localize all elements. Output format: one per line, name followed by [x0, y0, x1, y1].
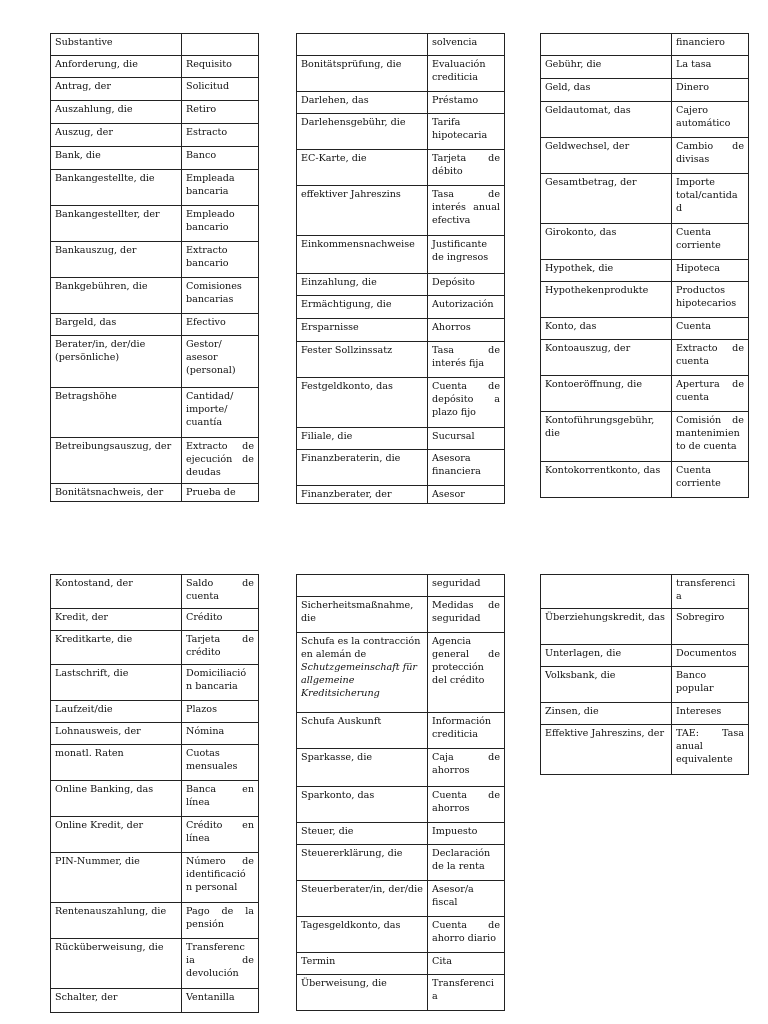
vocab-row	[297, 486, 505, 504]
german-term: Laufzeit/die	[51, 701, 182, 723]
vocab-row	[297, 236, 505, 274]
german-term: Geldwechsel, der	[541, 138, 672, 174]
vocab-row	[51, 631, 259, 665]
vocab-row	[51, 56, 259, 78]
german-term: effektiver Jahreszins	[297, 186, 428, 236]
spanish-translation: Ahorros	[428, 319, 505, 342]
vocab-row	[297, 953, 505, 975]
german-term: Geld, das	[541, 79, 672, 102]
spanish-translation: Extracto de ejecución de deudas	[182, 438, 259, 484]
spanish-translation: Caja de ahorros	[428, 749, 505, 787]
vocab-row	[51, 781, 259, 817]
spanish-translation: Sucursal	[428, 428, 505, 450]
vocab-row	[541, 667, 749, 703]
german-term: Bankauszug, der	[51, 242, 182, 278]
vocab-row	[297, 274, 505, 296]
spanish-translation: Cuotas mensuales	[182, 745, 259, 781]
spanish-translation: Cambio de divisas	[672, 138, 749, 174]
spanish-translation: Número de identificació n personal	[182, 853, 259, 903]
spanish-translation: Requisito	[182, 56, 259, 78]
spanish-translation: Asesor	[428, 486, 505, 504]
german-term: Bargeld, das	[51, 314, 182, 336]
spanish-translation: Cuenta de ahorro diario	[428, 917, 505, 953]
german-term: Kredit, der	[51, 609, 182, 631]
german-term: Schufa Auskunft	[297, 713, 428, 749]
spanish-translation: solvencia	[428, 34, 505, 56]
spanish-translation: La tasa	[672, 56, 749, 79]
spanish-translation: Comisión de mantenimien to de cuenta	[672, 412, 749, 462]
vocab-row	[51, 903, 259, 939]
vocab-row	[541, 102, 749, 138]
vocab-row	[541, 318, 749, 340]
vocab-row	[51, 278, 259, 314]
german-term: Hypothek, die	[541, 260, 672, 282]
spanish-translation: Banco	[182, 147, 259, 170]
spanish-translation: Comisiones bancarias	[182, 278, 259, 314]
german-term: Online Kredit, der	[51, 817, 182, 853]
vocab-row	[297, 114, 505, 150]
german-term: Darlehensgebühr, die	[297, 114, 428, 150]
vocab-row	[51, 242, 259, 278]
german-term: Volksbank, die	[541, 667, 672, 703]
vocab-row	[541, 34, 749, 56]
spanish-translation: Asesora financiera	[428, 450, 505, 486]
german-term: Kontostand, der	[51, 575, 182, 609]
german-term: Bankangestellte, die	[51, 170, 182, 206]
spanish-translation: Depósito	[428, 274, 505, 296]
vocab-row	[297, 823, 505, 845]
vocab-row	[541, 174, 749, 224]
spanish-translation: Domiciliació n bancaria	[182, 665, 259, 701]
german-term: Unterlagen, die	[541, 645, 672, 667]
vocab-row	[541, 79, 749, 102]
german-term: Finanzberaterin, die	[297, 450, 428, 486]
german-term: Konto, das	[541, 318, 672, 340]
german-term: EC-Karte, die	[297, 150, 428, 186]
spanish-translation: Hipoteca	[672, 260, 749, 282]
vocab-row	[51, 701, 259, 723]
spanish-translation: Información crediticia	[428, 713, 505, 749]
german-term	[541, 575, 672, 609]
vocab-row	[297, 150, 505, 186]
german-term: Gebühr, die	[541, 56, 672, 79]
vocab-row	[297, 34, 505, 56]
german-term: Steuer, die	[297, 823, 428, 845]
german-term: Substantive	[51, 34, 182, 56]
vocab-row	[51, 206, 259, 242]
german-term: Online Banking, das	[51, 781, 182, 817]
german-term: Auszug, der	[51, 124, 182, 147]
german-term: PIN-Nummer, die	[51, 853, 182, 903]
vocab-row	[51, 388, 259, 438]
spanish-translation: Gestor/ asesor (personal)	[182, 336, 259, 388]
german-term	[297, 633, 428, 713]
german-term: Festgeldkonto, das	[297, 378, 428, 428]
spanish-translation: Medidas de seguridad	[428, 597, 505, 633]
spanish-translation: Apertura de cuenta	[672, 376, 749, 412]
spanish-translation: financiero	[672, 34, 749, 56]
spanish-translation: Asesor/a fiscal	[428, 881, 505, 917]
spanish-translation: Transferenci a	[428, 975, 505, 1011]
german-term: Bankangestellter, der	[51, 206, 182, 242]
vocab-row	[297, 92, 505, 114]
spanish-translation: Impuesto	[428, 823, 505, 845]
spanish-translation: Declaración de la renta	[428, 845, 505, 881]
vocab-row	[297, 450, 505, 486]
spanish-translation: Tarifa hipotecaria	[428, 114, 505, 150]
spanish-translation: Empleado bancario	[182, 206, 259, 242]
vocab-row	[541, 609, 749, 645]
german-term: Kreditkarte, die	[51, 631, 182, 665]
vocab-row	[297, 597, 505, 633]
vocab-row	[297, 296, 505, 319]
spanish-translation: Nómina	[182, 723, 259, 745]
vocab-row	[297, 56, 505, 92]
german-term: Einkommensnachweise	[297, 236, 428, 274]
spanish-translation: Evaluación crediticia	[428, 56, 505, 92]
spanish-translation: Plazos	[182, 701, 259, 723]
vocab-table-4	[50, 574, 259, 1013]
german-term-italic: Schutzgemeinschaft für allgemeine Kreditsicherung	[301, 662, 418, 699]
vocab-row	[51, 438, 259, 484]
vocab-table-6	[540, 574, 749, 775]
german-term	[297, 34, 428, 56]
vocab-table-2	[296, 33, 505, 504]
vocab-row	[51, 336, 259, 388]
german-term: Ersparnisse	[297, 319, 428, 342]
german-term: Darlehen, das	[297, 92, 428, 114]
vocab-row	[297, 975, 505, 1011]
spanish-translation: Cuenta	[672, 318, 749, 340]
vocab-row	[541, 260, 749, 282]
vocab-row	[51, 817, 259, 853]
vocab-row	[297, 749, 505, 787]
spanish-translation: Pago de la pensión	[182, 903, 259, 939]
spanish-translation: Retiro	[182, 101, 259, 124]
vocab-row	[541, 575, 749, 609]
spanish-translation: Productos hipotecarios	[672, 282, 749, 318]
german-term: Tagesgeldkonto, das	[297, 917, 428, 953]
german-term: Überweisung, die	[297, 975, 428, 1011]
german-term: Rücküberweisung, die	[51, 939, 182, 989]
spanish-translation: Préstamo	[428, 92, 505, 114]
vocab-row	[51, 170, 259, 206]
vocab-row	[541, 645, 749, 667]
vocab-row	[51, 147, 259, 170]
spanish-translation: Cuenta corriente	[672, 462, 749, 498]
spanish-translation: Cuenta de depósito a plazo fijo	[428, 378, 505, 428]
german-term: Kontoeröffnung, die	[541, 376, 672, 412]
vocab-row	[541, 412, 749, 462]
vocab-table-3	[540, 33, 749, 498]
spanish-translation: Prueba de	[182, 484, 259, 502]
german-term: Auszahlung, die	[51, 101, 182, 124]
german-term: Berater/in, der/die (persönliche)	[51, 336, 182, 388]
german-term: Lohnausweis, der	[51, 723, 182, 745]
vocab-row	[51, 609, 259, 631]
spanish-translation: Cajero automático	[672, 102, 749, 138]
german-term: Steuererklärung, die	[297, 845, 428, 881]
spanish-translation: Justificante de ingresos	[428, 236, 505, 274]
vocab-row	[297, 845, 505, 881]
spanish-translation: Sobregiro	[672, 609, 749, 645]
vocab-row	[51, 484, 259, 502]
vocab-row	[51, 745, 259, 781]
spanish-translation: Efectivo	[182, 314, 259, 336]
german-term: Bonitätsprüfung, die	[297, 56, 428, 92]
spanish-translation: Estracto	[182, 124, 259, 147]
spanish-translation	[182, 34, 259, 56]
vocab-row	[541, 340, 749, 376]
vocab-row	[51, 575, 259, 609]
german-term-text: Schufa es la contracción en alemán de	[301, 636, 421, 660]
spanish-translation: Empleada bancaria	[182, 170, 259, 206]
vocab-row	[51, 989, 259, 1013]
vocab-row	[51, 853, 259, 903]
vocab-row	[297, 881, 505, 917]
german-term: Effektive Jahreszins, der	[541, 725, 672, 775]
german-term: Rentenauszahlung, die	[51, 903, 182, 939]
spanish-translation: Agencia general de protección del crédito	[428, 633, 505, 713]
german-term: Sparkonto, das	[297, 787, 428, 823]
spanish-translation: Documentos	[672, 645, 749, 667]
vocab-row	[297, 787, 505, 823]
spanish-translation: Cita	[428, 953, 505, 975]
spanish-translation: Dinero	[672, 79, 749, 102]
vocab-row	[297, 713, 505, 749]
spanish-translation: Cuenta de ahorros	[428, 787, 505, 823]
german-term: Sicherheitsmaßnahme, die	[297, 597, 428, 633]
spanish-translation: Extracto de cuenta	[672, 340, 749, 376]
vocab-row	[51, 723, 259, 745]
german-term: Einzahlung, die	[297, 274, 428, 296]
german-term: Fester Sollzinssatz	[297, 342, 428, 378]
german-term: Bankgebühren, die	[51, 278, 182, 314]
vocab-row	[297, 917, 505, 953]
german-term: Finanzberater, der	[297, 486, 428, 504]
vocab-row	[51, 78, 259, 101]
german-term: Bank, die	[51, 147, 182, 170]
spanish-translation: Solicitud	[182, 78, 259, 101]
german-term: Lastschrift, die	[51, 665, 182, 701]
vocab-row	[297, 319, 505, 342]
german-term: Zinsen, die	[541, 703, 672, 725]
vocab-row	[541, 703, 749, 725]
spanish-translation: Banca en línea	[182, 781, 259, 817]
spanish-translation: Tarjeta de débito	[428, 150, 505, 186]
german-term: Überziehungskredit, das	[541, 609, 672, 645]
spanish-translation: Crédito en línea	[182, 817, 259, 853]
spanish-translation: Tasa de interés anual efectiva	[428, 186, 505, 236]
german-term: Anforderung, die	[51, 56, 182, 78]
vocab-row	[541, 725, 749, 775]
german-term: Ermächtigung, die	[297, 296, 428, 319]
vocab-row	[297, 575, 505, 597]
german-term	[541, 34, 672, 56]
spanish-translation: Ventanilla	[182, 989, 259, 1013]
spanish-translation: Tarjeta de crédito	[182, 631, 259, 665]
german-term	[297, 575, 428, 597]
german-term: Antrag, der	[51, 78, 182, 101]
vocab-row	[541, 376, 749, 412]
vocab-row	[297, 633, 505, 713]
vocab-row	[297, 342, 505, 378]
vocab-table-1	[50, 33, 259, 502]
spanish-translation: Cuenta corriente	[672, 224, 749, 260]
spanish-translation: Importe total/cantida d	[672, 174, 749, 224]
german-term: Bonitätsnachweis, der	[51, 484, 182, 502]
vocab-row	[297, 378, 505, 428]
german-term: Termin	[297, 953, 428, 975]
spanish-translation: Banco popular	[672, 667, 749, 703]
german-term: Gesamtbetrag, der	[541, 174, 672, 224]
vocab-row	[541, 462, 749, 498]
vocab-row	[541, 56, 749, 79]
spanish-translation: Extracto bancario	[182, 242, 259, 278]
german-term: Steuerberater/in, der/die	[297, 881, 428, 917]
spanish-translation: Tasa de interés fija	[428, 342, 505, 378]
spanish-translation: Crédito	[182, 609, 259, 631]
german-term: Filiale, die	[297, 428, 428, 450]
german-term: Kontoauszug, der	[541, 340, 672, 376]
spanish-translation: Intereses	[672, 703, 749, 725]
vocab-row	[51, 124, 259, 147]
german-term: Girokonto, das	[541, 224, 672, 260]
german-term: Kontoführungsgebühr, die	[541, 412, 672, 462]
german-term: Hypothekenprodukte	[541, 282, 672, 318]
german-term: Betragshöhe	[51, 388, 182, 438]
spanish-translation: seguridad	[428, 575, 505, 597]
vocab-row	[297, 428, 505, 450]
german-term: Geldautomat, das	[541, 102, 672, 138]
vocab-row	[51, 34, 259, 56]
spanish-translation: Autorización	[428, 296, 505, 319]
spanish-translation: Cantidad/ importe/ cuantía	[182, 388, 259, 438]
spanish-translation: Saldo de cuenta	[182, 575, 259, 609]
vocab-row	[297, 186, 505, 236]
vocab-row	[51, 665, 259, 701]
spanish-translation: Transferenc ia de devolución	[182, 939, 259, 989]
spanish-translation: TAE: Tasa anual equivalente	[672, 725, 749, 775]
vocab-row	[51, 939, 259, 989]
german-term: monatl. Raten	[51, 745, 182, 781]
german-term: Betreibungsauszug, der	[51, 438, 182, 484]
vocab-row	[51, 314, 259, 336]
german-term: Schalter, der	[51, 989, 182, 1013]
german-term: Sparkasse, die	[297, 749, 428, 787]
vocab-row	[541, 282, 749, 318]
vocab-row	[541, 138, 749, 174]
spanish-translation: transferenci a	[672, 575, 749, 609]
german-term: Kontokorrentkonto, das	[541, 462, 672, 498]
vocab-table-5	[296, 574, 505, 1011]
vocab-row	[541, 224, 749, 260]
vocab-row	[51, 101, 259, 124]
